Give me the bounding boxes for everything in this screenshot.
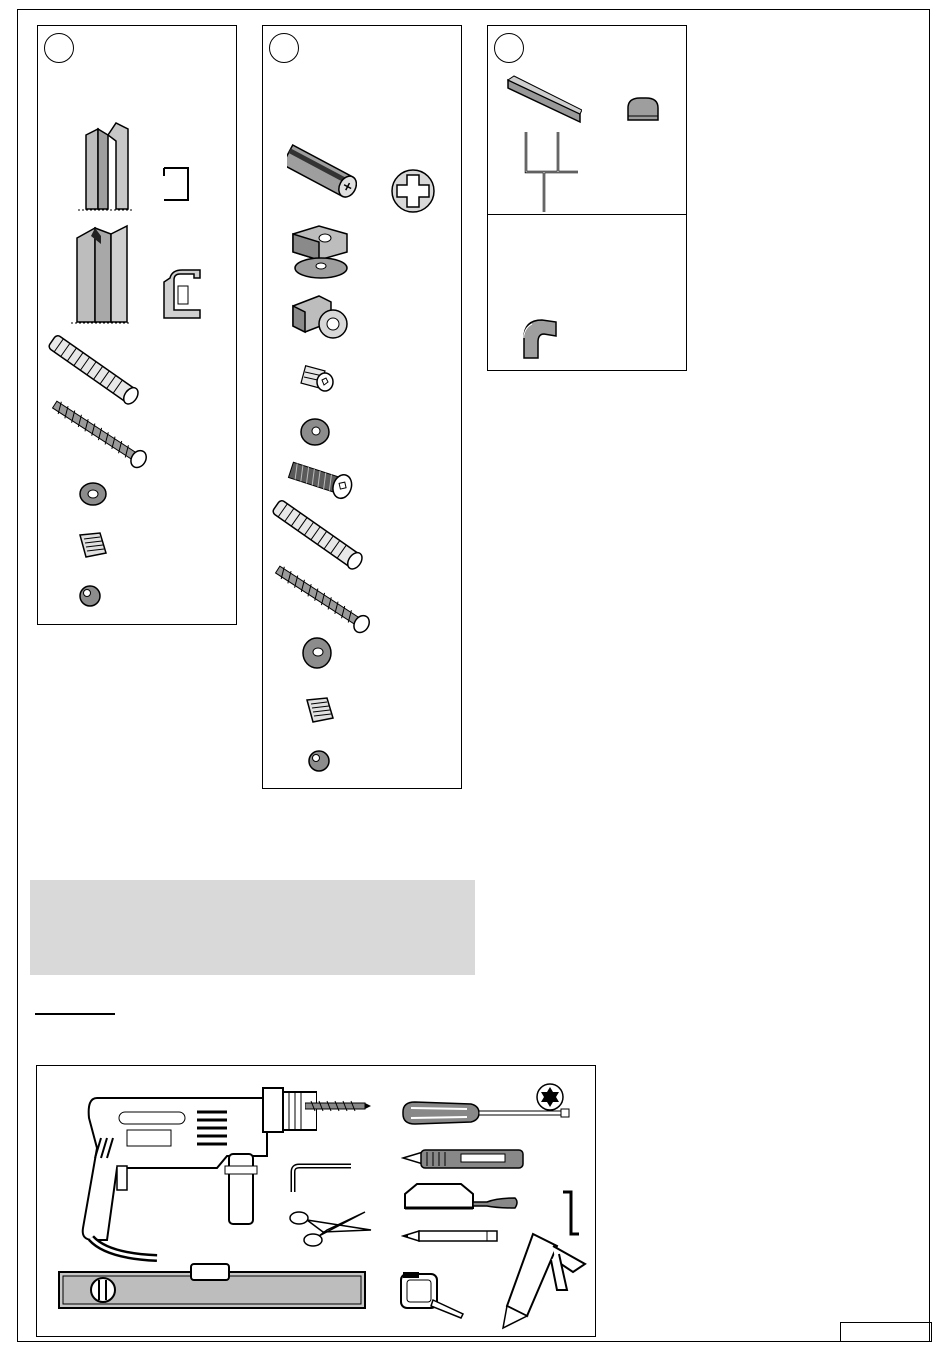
drill-bit-icon <box>305 1096 371 1116</box>
kit-c-panel <box>487 25 687 371</box>
wall-profile-icon <box>78 121 133 213</box>
screw-icon <box>267 561 379 637</box>
countersunk-screw-icon <box>297 362 337 394</box>
drill-icon <box>67 1078 317 1268</box>
kit-a-badge <box>44 33 74 63</box>
hinge-knuckle-icon <box>289 292 351 342</box>
cross-cap-icon <box>390 168 436 214</box>
kit-c-badge <box>494 33 524 63</box>
scissors-icon <box>287 1208 373 1248</box>
kit-a-panel <box>37 25 237 625</box>
pencil-icon <box>401 1228 501 1244</box>
cover-cap-icon <box>307 748 333 774</box>
screw-icon <box>44 396 156 472</box>
cap-nut-icon <box>76 531 108 559</box>
hex-key-icon <box>289 1162 353 1196</box>
kit-b-panel <box>262 25 462 789</box>
pivot-bar-icon <box>287 138 357 208</box>
kit-b-badge <box>269 33 299 63</box>
end-cap-icon <box>624 94 662 124</box>
washer-icon <box>301 636 333 670</box>
channel-profile-icon <box>71 224 133 324</box>
channel-section-icon <box>160 266 206 322</box>
spacer-washer-icon <box>299 416 331 448</box>
washer-icon <box>78 481 108 507</box>
utility-knife-icon <box>401 1146 527 1172</box>
corner-piece-icon <box>518 314 560 360</box>
tape-measure-icon <box>397 1270 467 1320</box>
seal-strip-icon <box>506 74 582 126</box>
tools-panel <box>36 1065 596 1337</box>
profile-section-icon <box>160 166 196 204</box>
torx-icon <box>535 1082 565 1112</box>
cover-cap-icon <box>78 584 104 608</box>
note-box <box>30 880 475 975</box>
cap-nut-icon <box>303 696 335 724</box>
tools-heading-underline <box>35 1013 115 1015</box>
page-number-box <box>840 1322 932 1342</box>
kit-c-divider <box>488 214 686 215</box>
hinge-bracket-icon <box>289 224 357 284</box>
spirit-level-icon <box>57 1262 367 1310</box>
seal-profile-icon <box>518 130 584 214</box>
silicone-gun-icon <box>493 1190 593 1330</box>
